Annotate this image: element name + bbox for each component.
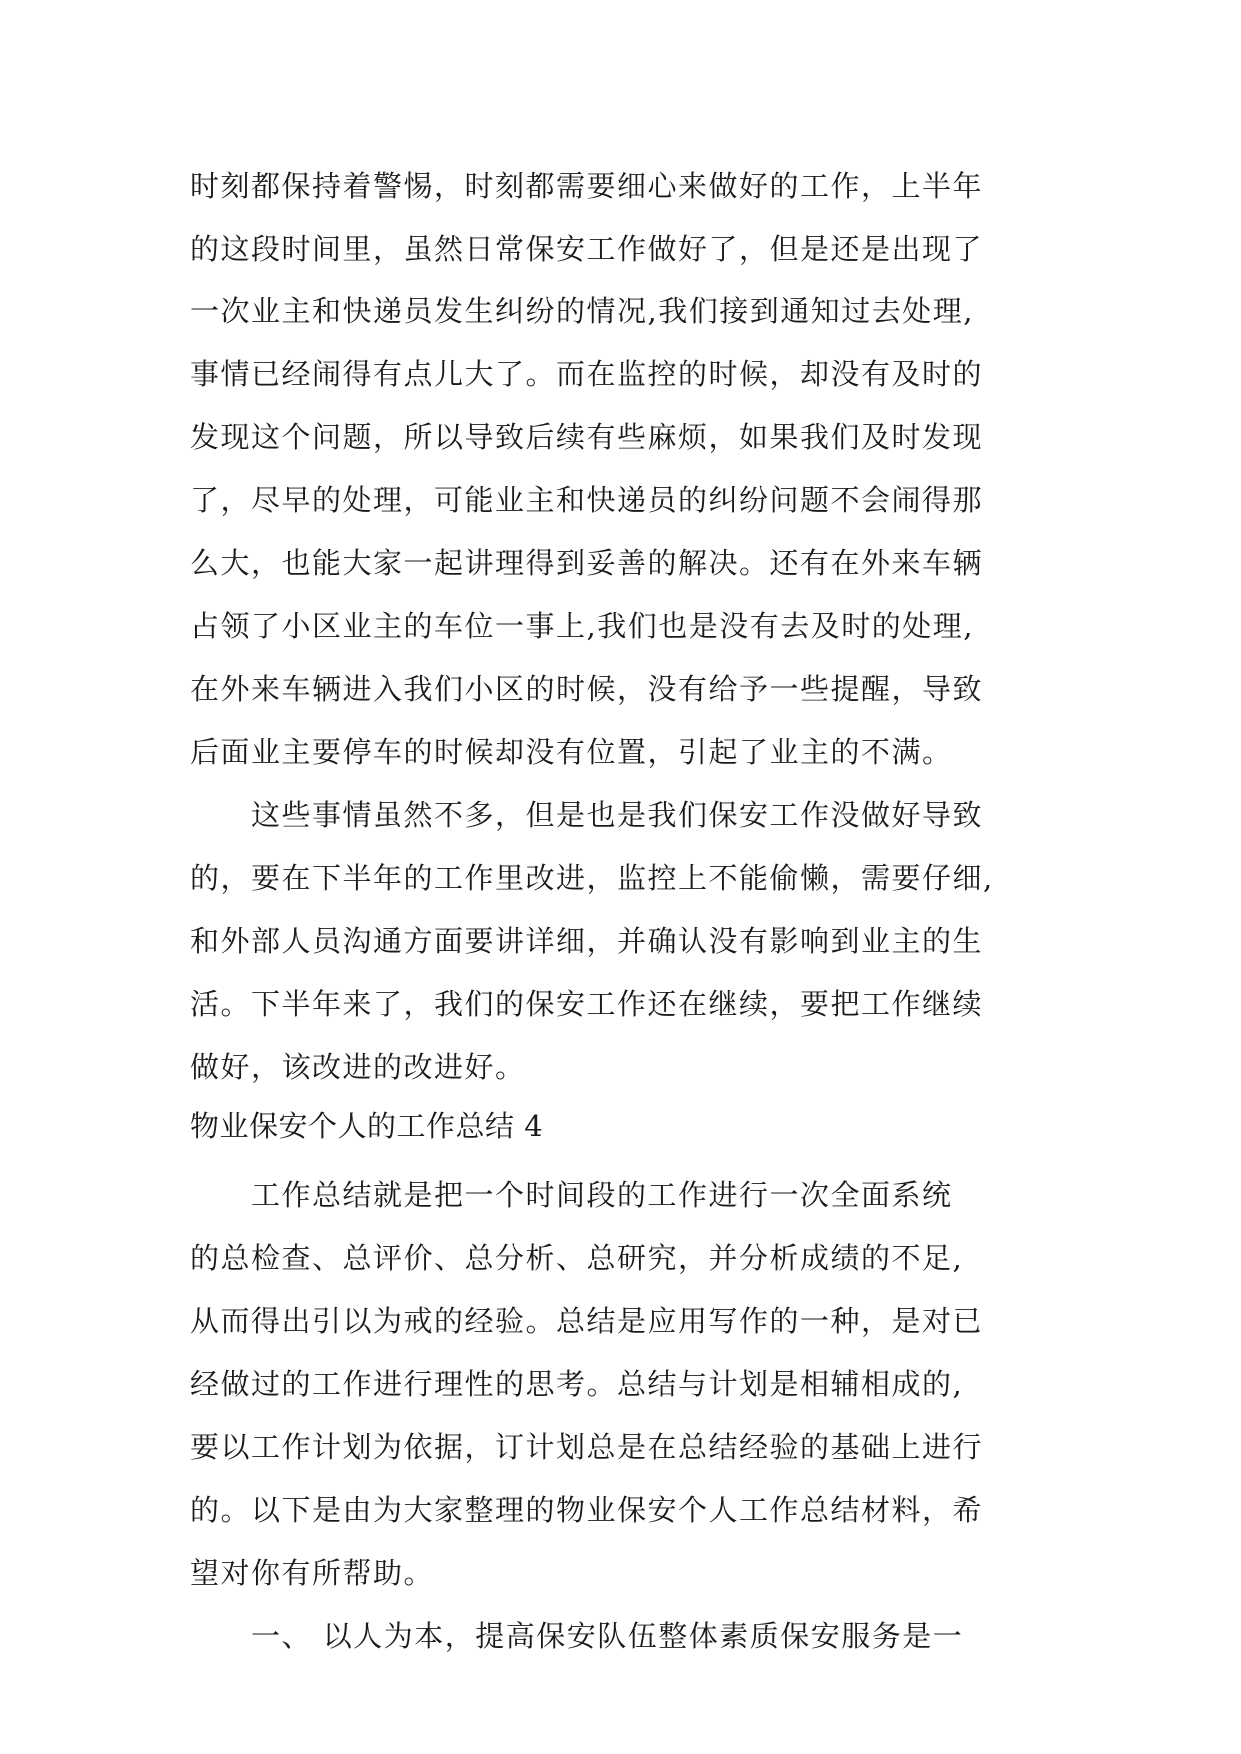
text-line: 了，尽早的处理，可能业主和快递员的纠纷问题不会闹得那 [190, 483, 984, 517]
text-line: 的这段时间里，虽然日常保安工作做好了，但是还是出现了 [190, 232, 984, 266]
text-line: 一次业主和快递员发生纠纷的情况,我们接到通知过去处理, [190, 294, 974, 328]
text-line: 做好，该改进的改进好。 [190, 1050, 526, 1084]
text-line: 望对你有所帮助。 [190, 1556, 435, 1590]
text-line: 活。下半年来了，我们的保安工作还在继续，要把工作继续 [190, 987, 984, 1021]
text-line: 时刻都保持着警惕，时刻都需要细心来做好的工作，上半年 [190, 169, 984, 203]
text-line: 要以工作计划为依据，订计划总是在总结经验的基础上进行 [190, 1430, 984, 1464]
text-line: 事情已经闹得有点儿大了。而在监控的时候，却没有及时的 [190, 357, 984, 391]
text-line: 的。以下是由为大家整理的物业保安个人工作总结材料，希 [190, 1493, 984, 1527]
text-line: 么大，也能大家一起讲理得到妥善的解决。还有在外来车辆 [190, 546, 984, 580]
text-line: 的，要在下半年的工作里改进，监控上不能偷懒，需要仔细, [190, 861, 994, 895]
text-line: 的总检查、总评价、总分析、总研究，并分析成绩的不足, [190, 1241, 964, 1275]
text-line: 从而得出引以为戒的经验。总结是应用写作的一种，是对已 [190, 1304, 984, 1338]
text-line: 发现这个问题，所以导致后续有些麻烦，如果我们及时发现 [190, 420, 984, 454]
paragraph-start: 这些事情虽然不多，但是也是我们保安工作没做好导致 [190, 798, 984, 832]
text-line: 经做过的工作进行理性的思考。总结与计划是相辅相成的, [190, 1367, 964, 1401]
section-heading: 物业保安个人的工作总结 4 [190, 1109, 544, 1143]
text-line: 和外部人员沟通方面要讲详细，并确认没有影响到业主的生 [190, 924, 984, 958]
paragraph-start: 一、 以人为本，提高保安队伍整体素质保安服务是一 [190, 1619, 964, 1653]
text-line: 占领了小区业主的车位一事上,我们也是没有去及时的处理, [190, 609, 974, 643]
text-line: 后面业主要停车的时候却没有位置，引起了业主的不满。 [190, 735, 953, 769]
paragraph-start: 工作总结就是把一个时间段的工作进行一次全面系统 [190, 1178, 953, 1212]
text-line: 在外来车辆进入我们小区的时候，没有给予一些提醒，导致 [190, 672, 984, 706]
